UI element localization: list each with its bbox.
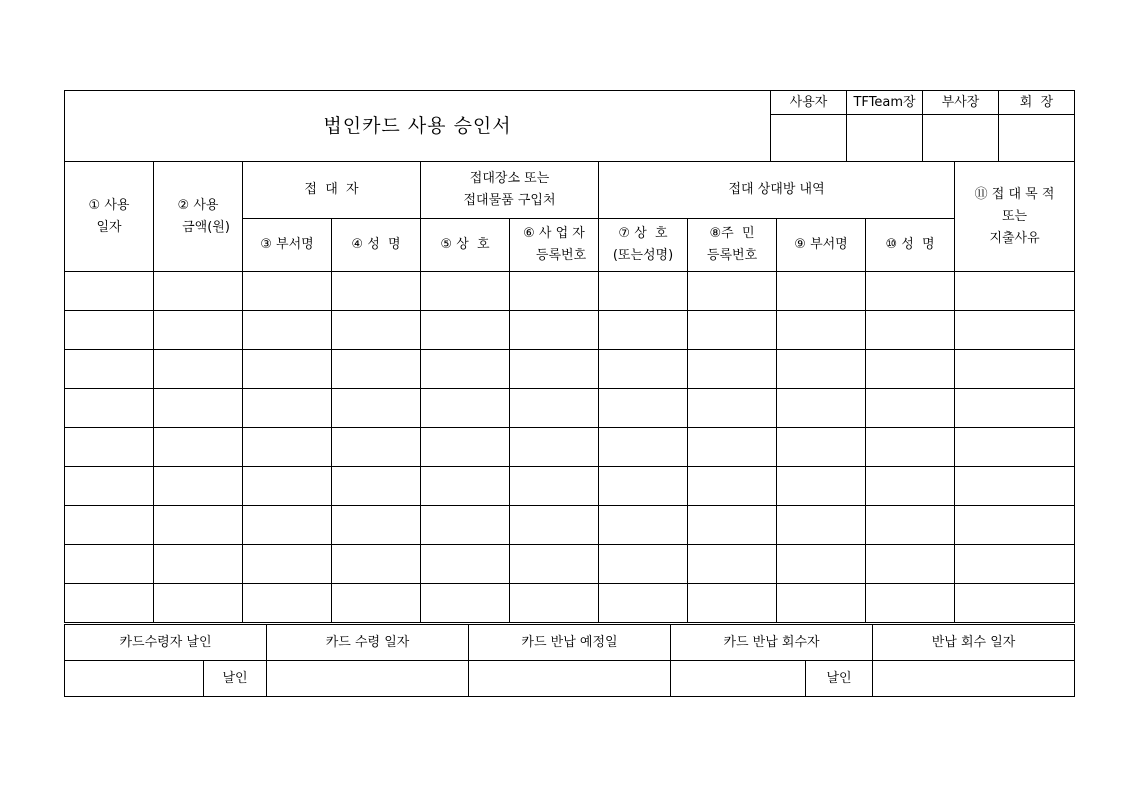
- footer-return-due-field[interactable]: [469, 661, 671, 697]
- table-row: [65, 584, 1075, 623]
- entry-cell[interactable]: [777, 350, 866, 389]
- entry-cell[interactable]: [243, 506, 332, 545]
- entry-cell[interactable]: [866, 272, 955, 311]
- entry-cell[interactable]: [866, 350, 955, 389]
- footer-collector-field[interactable]: [671, 661, 806, 697]
- entry-cell[interactable]: [65, 545, 154, 584]
- footer-label-return-date: 반납 회수 일자: [873, 625, 1075, 661]
- entry-cell[interactable]: [154, 350, 243, 389]
- entry-cell[interactable]: [688, 311, 777, 350]
- entry-cell[interactable]: [599, 506, 688, 545]
- entry-cell[interactable]: [510, 467, 599, 506]
- header-purpose: ⑪ 접 대 목 적 또는 지출사유: [955, 162, 1075, 272]
- usage-table: [64, 161, 1075, 623]
- footer-seal-label-1: 날인: [204, 661, 267, 697]
- table-row: [65, 272, 1075, 311]
- entry-cell[interactable]: [599, 545, 688, 584]
- entry-cell[interactable]: [154, 545, 243, 584]
- approval-label-teamlead: TFTeam장: [847, 91, 923, 115]
- entry-cell[interactable]: [955, 272, 1075, 311]
- entry-cell[interactable]: [955, 467, 1075, 506]
- approval-sign-chairman[interactable]: [999, 115, 1075, 162]
- header-host-dept: ③ 부서명: [243, 219, 332, 272]
- entry-cell[interactable]: [955, 311, 1075, 350]
- entry-cell[interactable]: [688, 467, 777, 506]
- entry-cell[interactable]: [777, 467, 866, 506]
- approval-sign-user[interactable]: [771, 115, 847, 162]
- entry-cell[interactable]: [599, 350, 688, 389]
- footer-label-return-due: 카드 반납 예정일: [469, 625, 671, 661]
- entry-cell[interactable]: [955, 545, 1075, 584]
- entry-cell[interactable]: [866, 545, 955, 584]
- entry-cell[interactable]: [421, 389, 510, 428]
- entry-cell[interactable]: [421, 584, 510, 623]
- entry-cell[interactable]: [777, 389, 866, 428]
- entry-cell[interactable]: [243, 428, 332, 467]
- approval-label-chairman: 회 장: [999, 91, 1075, 115]
- table-row: [65, 350, 1075, 389]
- entry-cell[interactable]: [243, 350, 332, 389]
- entry-cell[interactable]: [777, 506, 866, 545]
- entry-cell[interactable]: [154, 584, 243, 623]
- header-cp-dept: ⑨ 부서명: [777, 219, 866, 272]
- entry-cell[interactable]: [154, 506, 243, 545]
- entry-cell[interactable]: [599, 467, 688, 506]
- entry-cell[interactable]: [421, 272, 510, 311]
- entry-cell[interactable]: [154, 389, 243, 428]
- entry-cell[interactable]: [154, 428, 243, 467]
- header-host-name: ④ 성 명: [332, 219, 421, 272]
- entry-cell[interactable]: [777, 545, 866, 584]
- entry-cell[interactable]: [65, 389, 154, 428]
- entry-cell[interactable]: [243, 272, 332, 311]
- approval-label-user: 사용자: [771, 91, 847, 115]
- entry-cell[interactable]: [688, 545, 777, 584]
- entry-cell[interactable]: [243, 467, 332, 506]
- entry-cell[interactable]: [688, 389, 777, 428]
- entry-cell[interactable]: [599, 584, 688, 623]
- entry-cell[interactable]: [65, 272, 154, 311]
- table-row: [65, 506, 1075, 545]
- entry-cell[interactable]: [243, 545, 332, 584]
- header-cp-company: ⑦ 상 호 (또는성명): [599, 219, 688, 272]
- footer-label-receive-date: 카드 수령 일자: [267, 625, 469, 661]
- entry-cell[interactable]: [65, 584, 154, 623]
- footer-label-receiver-seal: 카드수령자 날인: [65, 625, 267, 661]
- header-counterpart-group: 접대 상대방 내역: [599, 162, 955, 219]
- entry-cell[interactable]: [866, 467, 955, 506]
- table-row: [65, 389, 1075, 428]
- entry-cell[interactable]: [866, 506, 955, 545]
- entry-cell[interactable]: [955, 506, 1075, 545]
- approval-label-vp: 부사장: [923, 91, 999, 115]
- entry-cell[interactable]: [332, 545, 421, 584]
- entry-cell[interactable]: [510, 545, 599, 584]
- entry-cell[interactable]: [777, 311, 866, 350]
- entry-cell[interactable]: [777, 272, 866, 311]
- entry-cell[interactable]: [866, 428, 955, 467]
- header-cp-name: ⑩ 성 명: [866, 219, 955, 272]
- entry-cell[interactable]: [65, 311, 154, 350]
- entry-cell[interactable]: [65, 428, 154, 467]
- approval-sign-teamlead[interactable]: [847, 115, 923, 162]
- header-host-group: 접 대 자: [243, 162, 421, 219]
- footer-return-date-field[interactable]: [873, 661, 1075, 697]
- entry-cell[interactable]: [777, 584, 866, 623]
- header-place-group: 접대장소 또는 접대물품 구입처: [421, 162, 599, 219]
- approval-sign-vp[interactable]: [923, 115, 999, 162]
- card-return-table: [64, 624, 1075, 697]
- entry-cell[interactable]: [65, 506, 154, 545]
- entry-cell[interactable]: [332, 506, 421, 545]
- footer-receiver-field[interactable]: [65, 661, 204, 697]
- entry-cell[interactable]: [421, 311, 510, 350]
- document-title: 법인카드 사용 승인서: [65, 91, 771, 162]
- entry-cell[interactable]: [243, 311, 332, 350]
- table-row: [65, 311, 1075, 350]
- entry-cell[interactable]: [688, 350, 777, 389]
- entry-cell[interactable]: [510, 428, 599, 467]
- entry-cell[interactable]: [421, 467, 510, 506]
- entry-cell[interactable]: [599, 272, 688, 311]
- entry-cell[interactable]: [955, 389, 1075, 428]
- header-usage-amount: ② 사용 금액(원): [154, 162, 243, 272]
- entry-cell[interactable]: [332, 311, 421, 350]
- entry-cell[interactable]: [955, 584, 1075, 623]
- entry-cell[interactable]: [599, 311, 688, 350]
- entry-cell[interactable]: [332, 272, 421, 311]
- footer-receive-date-field[interactable]: [267, 661, 469, 697]
- entry-cell[interactable]: [955, 350, 1075, 389]
- header-place-company: ⑤ 상 호: [421, 219, 510, 272]
- entry-cell[interactable]: [510, 506, 599, 545]
- entry-cell[interactable]: [510, 584, 599, 623]
- entry-cell[interactable]: [421, 545, 510, 584]
- header-usage-date: ① 사용 일자: [65, 162, 154, 272]
- entry-cell[interactable]: [510, 272, 599, 311]
- table-row: [65, 545, 1075, 584]
- table-row: [65, 428, 1075, 467]
- entry-cell[interactable]: [866, 311, 955, 350]
- entry-cell[interactable]: [332, 389, 421, 428]
- entry-cell[interactable]: [866, 389, 955, 428]
- header-cp-idno: ⑧주 민 등록번호: [688, 219, 777, 272]
- entry-cell[interactable]: [154, 272, 243, 311]
- entry-cell[interactable]: [243, 584, 332, 623]
- entry-cell[interactable]: [510, 389, 599, 428]
- entry-cell[interactable]: [510, 311, 599, 350]
- entry-cell[interactable]: [332, 584, 421, 623]
- entry-cell[interactable]: [688, 272, 777, 311]
- entry-cell[interactable]: [421, 506, 510, 545]
- footer-label-return-collector: 카드 반납 회수자: [671, 625, 873, 661]
- entry-cell[interactable]: [332, 350, 421, 389]
- entry-cell[interactable]: [955, 428, 1075, 467]
- entry-cell[interactable]: [599, 389, 688, 428]
- entry-cell[interactable]: [777, 428, 866, 467]
- entry-cell[interactable]: [510, 350, 599, 389]
- table-row: [65, 467, 1075, 506]
- entry-cell[interactable]: [243, 389, 332, 428]
- entry-cell[interactable]: [688, 506, 777, 545]
- title-approval-table: [64, 90, 1075, 162]
- entry-cell[interactable]: [688, 428, 777, 467]
- entry-cell[interactable]: [65, 350, 154, 389]
- entry-cell[interactable]: [421, 428, 510, 467]
- entry-cell[interactable]: [154, 311, 243, 350]
- footer-seal-label-2: 날인: [806, 661, 873, 697]
- entry-cell[interactable]: [599, 428, 688, 467]
- entry-cell[interactable]: [332, 428, 421, 467]
- entry-cell[interactable]: [65, 467, 154, 506]
- entry-cell[interactable]: [866, 584, 955, 623]
- entry-cell[interactable]: [421, 350, 510, 389]
- header-place-bizno: ⑥ 사 업 자 등록번호: [510, 219, 599, 272]
- entry-cell[interactable]: [688, 584, 777, 623]
- entry-cell[interactable]: [154, 467, 243, 506]
- entry-cell[interactable]: [332, 467, 421, 506]
